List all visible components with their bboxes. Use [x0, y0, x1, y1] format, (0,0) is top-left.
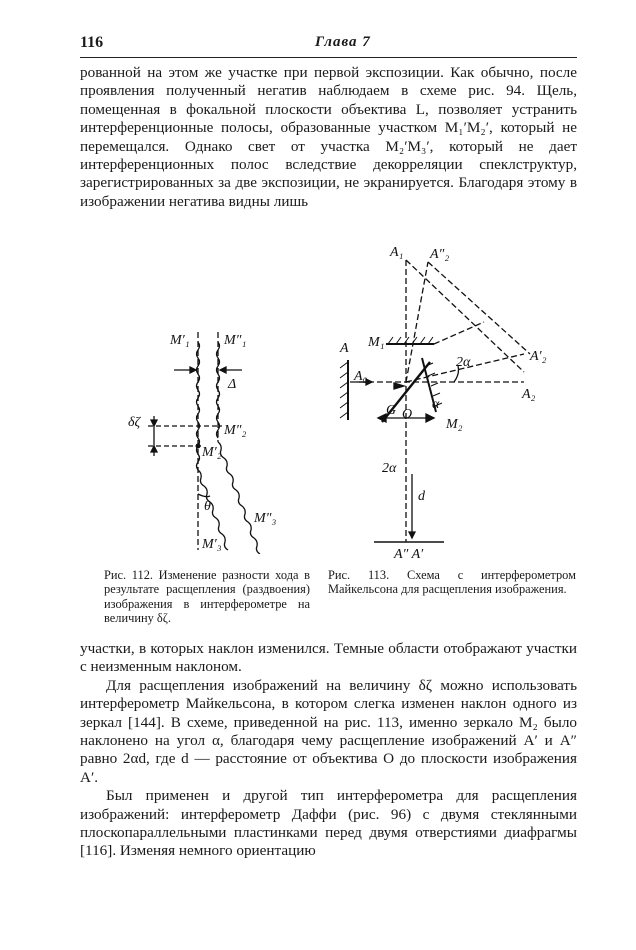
arrowhead — [190, 367, 196, 373]
label-a2-double: A″₂ — [430, 247, 450, 262]
arrowhead — [426, 414, 434, 422]
page-number: 116 — [80, 34, 104, 51]
chapter-title: Глава 7 — [315, 34, 371, 50]
label-a2: A₂ — [522, 387, 536, 402]
figure-112-diagram — [126, 322, 306, 554]
label-a2-prime: A′₂ — [530, 349, 547, 364]
label-theta: θ — [204, 499, 211, 514]
label-a0: A₀ — [354, 369, 368, 384]
body-text-bottom — [80, 640, 577, 861]
label-2alpha: 2α — [382, 461, 397, 476]
label-d: d — [418, 489, 425, 504]
label-m1-double: M″₁ — [224, 333, 247, 348]
label-m3-double: M″₃ — [254, 511, 277, 526]
figure-113-caption — [328, 568, 576, 597]
page-header — [80, 34, 575, 54]
arrowhead — [151, 420, 157, 426]
label-o: O — [402, 407, 413, 422]
label-m1: M₁ — [368, 335, 385, 350]
label-m3-prime: M′₃ — [202, 537, 222, 552]
label-delta: Δ — [228, 377, 237, 392]
label-m2: M₂ — [446, 417, 463, 432]
label-g: G — [386, 403, 397, 418]
label-image-plane: A″ A′ — [394, 547, 424, 560]
label-m1-prime: M′₁ — [170, 333, 190, 348]
label-dzeta: δζ — [128, 415, 141, 430]
body-text-top — [80, 64, 577, 211]
figure-112-caption — [104, 568, 310, 626]
arrowhead — [151, 446, 157, 452]
figure-113-diagram — [334, 242, 566, 560]
caption-text: Рис. 112. Изменение разности хода в результате расщепления (раздвоения) изображения в интерферометре на величину δζ. — [104, 568, 310, 626]
mirror-m1-hatch — [388, 337, 433, 344]
arrowhead — [409, 532, 415, 538]
point-m2-prime — [196, 444, 201, 449]
header-rule — [80, 57, 577, 58]
paragraph: Был применен и другой тип интерферометра для расщепления изображений: интерферометр Даффи (рис. 96) с двумя стеклянными плоскопараллельными пластинками перед двумя отверстиями диафрагмы [116]. Изменяя немного ориентацию — [80, 787, 577, 860]
arrowhead — [394, 383, 404, 389]
label-a: A — [340, 341, 349, 356]
caption-text: Рис. 113. Схема с интерферометром Майкельсона для расщепления изображения. — [328, 568, 576, 597]
label-alpha: α — [432, 397, 440, 412]
label-m2-double: M″₂ — [224, 423, 247, 438]
paragraph: рованной на этом же участке при первой экспозиции. Как обычно, после проявления полученный негатив наблюдаем в схеме рис. 94. Щель, помещенная в фокальной плоскости объектива L, позволяет устранить интерференционные полосы, образованные участком M₁′M₂′, который не перемещался. Однако свет от участка M₂′M₃′, который не дает интерференционных полос вследствие декорреляции спеклструктур, зарегистрированных за две экспозиции, не экранируется. Благодаря этому в изображении негатива видны лишь — [80, 64, 577, 210]
theta-arc — [198, 494, 210, 497]
mirror-a-hatch — [340, 362, 348, 418]
paragraph: участки, в которых наклон изменился. Темные области отображают участки с неизменным наклоном. — [80, 640, 577, 676]
ray-a2-double — [406, 262, 428, 382]
paragraph: Для расщепления изображений на величину δζ можно использовать интерферометр Майкельсона, в котором слегка изменен наклон одного из зеркал [144]. В схеме, приведенной на рис. 113, именно зеркало M₂ было наклонено на угол α, благодаря чему расщепление изображений A′ и A″ равно 2αd, где d — расстояние от объектива O до плоскости изображения A′. — [80, 676, 577, 786]
label-m2-prime: M′₂ — [202, 445, 222, 460]
ray-upper — [434, 322, 484, 344]
arrowhead — [220, 367, 226, 373]
label-a1: A₁ — [390, 245, 404, 260]
label-2alpha-top: 2α — [456, 355, 471, 370]
